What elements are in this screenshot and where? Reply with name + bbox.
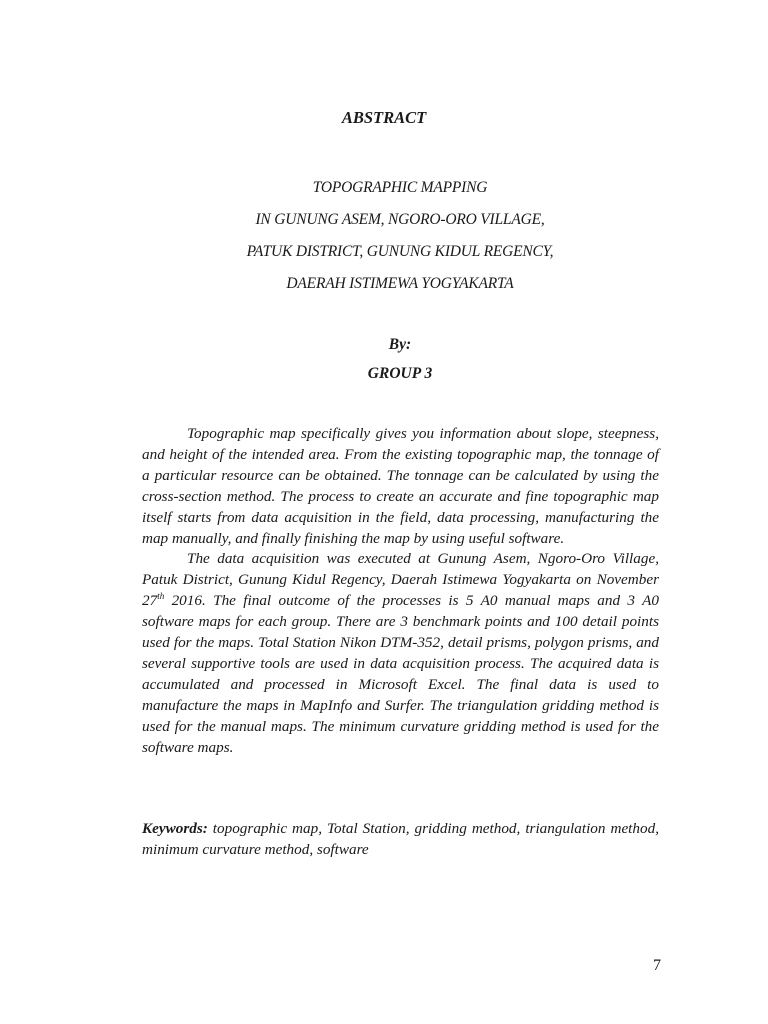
title-line-2: IN GUNUNG ASEM, NGORO-ORO VILLAGE, [255,211,545,228]
paragraph-2-text-end: 2016. The final outcome of the processes is 5 A0 manual maps and 3 A0 software maps for each group. There are 3 benchmark points and 100 detail points used for the maps. Total Station Nikon DTM-352, detail prisms, polygon prisms, and several supportive tools are used in data acquisition process. The acquired data is accumulated and processed in Microsoft Excel. The final data is used to manufacture the maps in MapInfo and Surfer. The triangulation gridding method is used for the manual maps. The minimum curvature gridding method is used for the software maps. [142,592,659,756]
document-title [0,172,768,300]
title-line-3: PATUK DISTRICT, GUNUNG KIDUL REGENCY, [246,243,554,260]
title-line-4: DAERAH ISTIMEWA YOGYAKARTA [286,275,514,292]
keywords-label: Keywords: [142,820,208,837]
abstract-heading: ABSTRACT [341,108,427,127]
abstract-paragraph-1: Topographic map specifically gives you information about slope, steepness, and height of the intended area. From the existing topographic map, the tonnage of a particular resource can be obtained. The tonnage can be calculated by using the cross-section method. The process to create an accurate and fine topographic map itself starts from data acquisition in the field, data processing, manufacturing the map manually, and finally finishing the map by using useful software. [142,425,659,547]
abstract-body [142,424,659,759]
author-block [0,330,768,388]
group-name: GROUP 3 [367,365,433,382]
page-number: 7 [653,957,661,974]
title-line-1: TOPOGRAPHIC MAPPING [312,179,488,196]
keywords-list: topographic map, Total Station, gridding method, triangulation method, minimum curvature method, software [142,820,659,858]
by-label: By: [388,336,412,353]
keywords-section [142,818,659,860]
paragraph-2-text-start: The data acquisition was executed at Gunung Asem, Ngoro-Oro Village, Patuk District, Gunung Kidul Regency, Daerah Istimewa Yogyakarta on November 27 [142,550,659,610]
ordinal-suffix: th [157,591,165,602]
abstract-paragraph-2 [142,549,659,758]
